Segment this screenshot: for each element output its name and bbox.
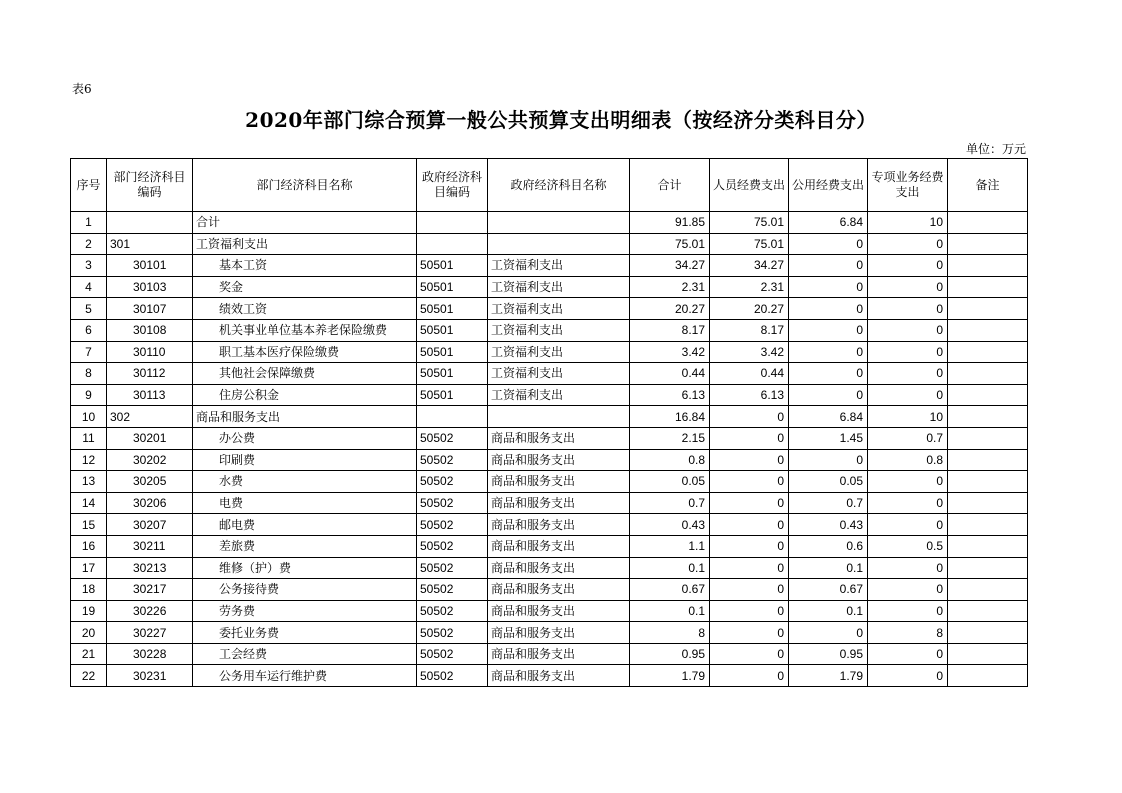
cell-remark xyxy=(948,514,1028,536)
table-row xyxy=(71,600,1028,622)
cell-special: 0.5 xyxy=(868,535,948,557)
cell-gov-name: 工资福利支出 xyxy=(488,341,630,363)
cell-seq: 22 xyxy=(71,665,107,687)
cell-seq: 2 xyxy=(71,233,107,255)
cell-remark xyxy=(948,363,1028,385)
cell-special: 0 xyxy=(868,471,948,493)
cell-gov-code xyxy=(417,233,488,255)
cell-gov-code: 50502 xyxy=(417,514,488,536)
cell-gov-code: 50501 xyxy=(417,319,488,341)
cell-total: 6.13 xyxy=(630,384,710,406)
table-header-row xyxy=(71,159,1028,212)
cell-gov-name xyxy=(488,212,630,234)
cell-gov-name: 工资福利支出 xyxy=(488,319,630,341)
cell-personnel: 0 xyxy=(710,471,789,493)
cell-public: 1.79 xyxy=(789,665,868,687)
cell-public: 0.7 xyxy=(789,492,868,514)
cell-special: 0 xyxy=(868,341,948,363)
cell-public: 1.45 xyxy=(789,427,868,449)
cell-seq: 18 xyxy=(71,579,107,601)
cell-special: 0.8 xyxy=(868,449,948,471)
cell-personnel: 0 xyxy=(710,600,789,622)
cell-dept-name: 其他社会保障缴费 xyxy=(193,363,417,385)
budget-table xyxy=(70,158,1028,687)
cell-total: 0.8 xyxy=(630,449,710,471)
table-row xyxy=(71,514,1028,536)
cell-dept-code: 301 xyxy=(107,233,193,255)
cell-dept-code: 30113 xyxy=(107,384,193,406)
cell-public: 0 xyxy=(789,622,868,644)
cell-total: 0.67 xyxy=(630,579,710,601)
cell-public: 0 xyxy=(789,298,868,320)
cell-total: 2.31 xyxy=(630,276,710,298)
cell-seq: 4 xyxy=(71,276,107,298)
cell-gov-code: 50502 xyxy=(417,449,488,471)
cell-total: 2.15 xyxy=(630,427,710,449)
cell-special: 0 xyxy=(868,276,948,298)
cell-dept-name: 机关事业单位基本养老保险缴费 xyxy=(193,319,417,341)
cell-remark xyxy=(948,557,1028,579)
cell-dept-name: 电费 xyxy=(193,492,417,514)
cell-remark xyxy=(948,535,1028,557)
cell-seq: 15 xyxy=(71,514,107,536)
header-dept-name: 部门经济科目名称 xyxy=(193,159,417,212)
cell-dept-code: 30211 xyxy=(107,535,193,557)
cell-seq: 17 xyxy=(71,557,107,579)
cell-gov-name: 商品和服务支出 xyxy=(488,514,630,536)
cell-seq: 21 xyxy=(71,643,107,665)
cell-remark xyxy=(948,276,1028,298)
cell-gov-code: 50502 xyxy=(417,643,488,665)
cell-gov-code: 50501 xyxy=(417,363,488,385)
cell-gov-code: 50501 xyxy=(417,255,488,277)
table-row xyxy=(71,276,1028,298)
cell-total: 8.17 xyxy=(630,319,710,341)
cell-gov-code: 50502 xyxy=(417,600,488,622)
cell-public: 6.84 xyxy=(789,212,868,234)
cell-public: 0 xyxy=(789,255,868,277)
cell-dept-code: 30201 xyxy=(107,427,193,449)
cell-gov-name: 商品和服务支出 xyxy=(488,471,630,493)
sheet-label: 表6 xyxy=(72,82,92,96)
cell-dept-code: 30107 xyxy=(107,298,193,320)
cell-gov-name: 商品和服务支出 xyxy=(488,579,630,601)
header-total: 合计 xyxy=(630,159,710,212)
cell-total: 3.42 xyxy=(630,341,710,363)
cell-total: 34.27 xyxy=(630,255,710,277)
cell-personnel: 0.44 xyxy=(710,363,789,385)
header-gov-name: 政府经济科目名称 xyxy=(488,159,630,212)
cell-gov-name: 工资福利支出 xyxy=(488,298,630,320)
cell-dept-code: 302 xyxy=(107,406,193,428)
header-gov-code: 政府经济科目编码 xyxy=(417,159,488,212)
cell-dept-name: 住房公积金 xyxy=(193,384,417,406)
cell-dept-name: 公务接待费 xyxy=(193,579,417,601)
cell-public: 0.1 xyxy=(789,600,868,622)
cell-gov-name: 商品和服务支出 xyxy=(488,557,630,579)
cell-total: 0.44 xyxy=(630,363,710,385)
cell-remark xyxy=(948,233,1028,255)
cell-public: 0 xyxy=(789,276,868,298)
cell-special: 8 xyxy=(868,622,948,644)
cell-dept-name: 工资福利支出 xyxy=(193,233,417,255)
cell-special: 0 xyxy=(868,514,948,536)
cell-public: 0.1 xyxy=(789,557,868,579)
cell-special: 0 xyxy=(868,363,948,385)
cell-personnel: 75.01 xyxy=(710,233,789,255)
cell-remark xyxy=(948,579,1028,601)
cell-personnel: 20.27 xyxy=(710,298,789,320)
cell-dept-code: 30206 xyxy=(107,492,193,514)
cell-gov-code: 50502 xyxy=(417,665,488,687)
table-body xyxy=(71,212,1028,687)
cell-dept-code xyxy=(107,212,193,234)
cell-gov-name: 商品和服务支出 xyxy=(488,449,630,471)
cell-seq: 13 xyxy=(71,471,107,493)
cell-seq: 12 xyxy=(71,449,107,471)
cell-gov-name: 工资福利支出 xyxy=(488,276,630,298)
cell-personnel: 0 xyxy=(710,492,789,514)
unit-label: 单位：万元 xyxy=(965,142,1026,156)
cell-gov-code: 50501 xyxy=(417,341,488,363)
cell-gov-code: 50502 xyxy=(417,427,488,449)
cell-gov-code: 50502 xyxy=(417,471,488,493)
table-row xyxy=(71,406,1028,428)
cell-remark xyxy=(948,319,1028,341)
cell-public: 0.67 xyxy=(789,579,868,601)
header-public: 公用经费支出 xyxy=(789,159,868,212)
header-special: 专项业务经费支出 xyxy=(868,159,948,212)
table-row xyxy=(71,363,1028,385)
cell-special: 0 xyxy=(868,492,948,514)
header-remark: 备注 xyxy=(948,159,1028,212)
cell-dept-code: 30227 xyxy=(107,622,193,644)
cell-public: 0.95 xyxy=(789,643,868,665)
cell-dept-name: 职工基本医疗保险缴费 xyxy=(193,341,417,363)
cell-special: 10 xyxy=(868,212,948,234)
cell-gov-name: 商品和服务支出 xyxy=(488,427,630,449)
cell-remark xyxy=(948,406,1028,428)
cell-total: 0.7 xyxy=(630,492,710,514)
cell-public: 0 xyxy=(789,319,868,341)
cell-public: 6.84 xyxy=(789,406,868,428)
cell-dept-code: 30103 xyxy=(107,276,193,298)
table-row xyxy=(71,212,1028,234)
cell-total: 0.1 xyxy=(630,557,710,579)
cell-personnel: 0 xyxy=(710,665,789,687)
cell-gov-code: 50501 xyxy=(417,384,488,406)
cell-personnel: 0 xyxy=(710,427,789,449)
cell-personnel: 34.27 xyxy=(710,255,789,277)
cell-dept-name: 奖金 xyxy=(193,276,417,298)
table-row xyxy=(71,471,1028,493)
cell-seq: 16 xyxy=(71,535,107,557)
cell-public: 0.43 xyxy=(789,514,868,536)
cell-gov-code: 50502 xyxy=(417,492,488,514)
cell-dept-name: 公务用车运行维护费 xyxy=(193,665,417,687)
cell-dept-name: 维修（护）费 xyxy=(193,557,417,579)
cell-seq: 5 xyxy=(71,298,107,320)
cell-dept-code: 30202 xyxy=(107,449,193,471)
cell-special: 0 xyxy=(868,665,948,687)
table-row xyxy=(71,427,1028,449)
cell-total: 0.1 xyxy=(630,600,710,622)
cell-total: 16.84 xyxy=(630,406,710,428)
cell-gov-name: 商品和服务支出 xyxy=(488,535,630,557)
cell-personnel: 2.31 xyxy=(710,276,789,298)
cell-remark xyxy=(948,298,1028,320)
cell-personnel: 75.01 xyxy=(710,212,789,234)
cell-dept-code: 30226 xyxy=(107,600,193,622)
cell-gov-name: 商品和服务支出 xyxy=(488,492,630,514)
cell-special: 0 xyxy=(868,255,948,277)
cell-personnel: 6.13 xyxy=(710,384,789,406)
cell-dept-code: 30207 xyxy=(107,514,193,536)
cell-dept-name: 办公费 xyxy=(193,427,417,449)
cell-total: 1.79 xyxy=(630,665,710,687)
cell-personnel: 0 xyxy=(710,579,789,601)
cell-gov-code xyxy=(417,406,488,428)
header-personnel: 人员经费支出 xyxy=(710,159,789,212)
cell-remark xyxy=(948,643,1028,665)
cell-special: 0 xyxy=(868,319,948,341)
cell-personnel: 3.42 xyxy=(710,341,789,363)
cell-gov-name: 工资福利支出 xyxy=(488,363,630,385)
cell-dept-name: 差旅费 xyxy=(193,535,417,557)
cell-dept-name: 绩效工资 xyxy=(193,298,417,320)
cell-special: 10 xyxy=(868,406,948,428)
cell-remark xyxy=(948,449,1028,471)
cell-personnel: 0 xyxy=(710,535,789,557)
cell-dept-code: 30101 xyxy=(107,255,193,277)
cell-seq: 14 xyxy=(71,492,107,514)
cell-special: 0 xyxy=(868,557,948,579)
cell-gov-name: 商品和服务支出 xyxy=(488,600,630,622)
cell-special: 0 xyxy=(868,298,948,320)
cell-gov-name: 工资福利支出 xyxy=(488,384,630,406)
cell-remark xyxy=(948,384,1028,406)
cell-dept-code: 30112 xyxy=(107,363,193,385)
cell-personnel: 0 xyxy=(710,643,789,665)
cell-dept-name: 劳务费 xyxy=(193,600,417,622)
cell-public: 0 xyxy=(789,363,868,385)
cell-personnel: 0 xyxy=(710,449,789,471)
cell-public: 0.05 xyxy=(789,471,868,493)
cell-special: 0 xyxy=(868,579,948,601)
cell-gov-name xyxy=(488,233,630,255)
table-row xyxy=(71,255,1028,277)
cell-total: 1.1 xyxy=(630,535,710,557)
page-title: 2020年部门综合预算一般公共预算支出明细表（按经济分类科目分） xyxy=(245,108,877,132)
cell-gov-code: 50502 xyxy=(417,557,488,579)
cell-seq: 19 xyxy=(71,600,107,622)
cell-personnel: 0 xyxy=(710,514,789,536)
cell-public: 0.6 xyxy=(789,535,868,557)
cell-gov-name: 商品和服务支出 xyxy=(488,665,630,687)
cell-remark xyxy=(948,427,1028,449)
cell-gov-name: 商品和服务支出 xyxy=(488,643,630,665)
cell-total: 0.95 xyxy=(630,643,710,665)
cell-special: 0 xyxy=(868,233,948,255)
cell-seq: 7 xyxy=(71,341,107,363)
cell-personnel: 8.17 xyxy=(710,319,789,341)
cell-gov-code: 50502 xyxy=(417,622,488,644)
cell-gov-code xyxy=(417,212,488,234)
cell-personnel: 0 xyxy=(710,622,789,644)
cell-remark xyxy=(948,341,1028,363)
cell-public: 0 xyxy=(789,449,868,471)
cell-gov-code: 50501 xyxy=(417,276,488,298)
cell-total: 91.85 xyxy=(630,212,710,234)
cell-remark xyxy=(948,622,1028,644)
table-row xyxy=(71,557,1028,579)
cell-special: 0.7 xyxy=(868,427,948,449)
cell-dept-name: 工会经费 xyxy=(193,643,417,665)
cell-remark xyxy=(948,492,1028,514)
table-row xyxy=(71,665,1028,687)
cell-remark xyxy=(948,212,1028,234)
cell-special: 0 xyxy=(868,643,948,665)
header-dept-code: 部门经济科目编码 xyxy=(107,159,193,212)
cell-seq: 6 xyxy=(71,319,107,341)
cell-dept-code: 30217 xyxy=(107,579,193,601)
cell-dept-code: 30231 xyxy=(107,665,193,687)
cell-dept-code: 30205 xyxy=(107,471,193,493)
cell-dept-name: 印刷费 xyxy=(193,449,417,471)
cell-total: 8 xyxy=(630,622,710,644)
table-row xyxy=(71,643,1028,665)
cell-gov-name: 商品和服务支出 xyxy=(488,622,630,644)
table-row xyxy=(71,622,1028,644)
cell-gov-code: 50502 xyxy=(417,579,488,601)
cell-dept-name: 水费 xyxy=(193,471,417,493)
cell-gov-code: 50502 xyxy=(417,535,488,557)
cell-dept-name: 基本工资 xyxy=(193,255,417,277)
cell-dept-code: 30110 xyxy=(107,341,193,363)
cell-public: 0 xyxy=(789,233,868,255)
cell-special: 0 xyxy=(868,384,948,406)
cell-total: 0.05 xyxy=(630,471,710,493)
cell-gov-code: 50501 xyxy=(417,298,488,320)
cell-dept-code: 30108 xyxy=(107,319,193,341)
cell-dept-code: 30228 xyxy=(107,643,193,665)
cell-public: 0 xyxy=(789,341,868,363)
table-row xyxy=(71,233,1028,255)
cell-seq: 1 xyxy=(71,212,107,234)
cell-dept-code: 30213 xyxy=(107,557,193,579)
cell-remark xyxy=(948,255,1028,277)
cell-remark xyxy=(948,600,1028,622)
table-row xyxy=(71,449,1028,471)
cell-total: 75.01 xyxy=(630,233,710,255)
table-row xyxy=(71,319,1028,341)
table-row xyxy=(71,298,1028,320)
cell-seq: 8 xyxy=(71,363,107,385)
cell-total: 20.27 xyxy=(630,298,710,320)
cell-remark xyxy=(948,665,1028,687)
cell-dept-name: 邮电费 xyxy=(193,514,417,536)
cell-public: 0 xyxy=(789,384,868,406)
cell-seq: 10 xyxy=(71,406,107,428)
cell-seq: 11 xyxy=(71,427,107,449)
cell-dept-name: 合计 xyxy=(193,212,417,234)
cell-seq: 9 xyxy=(71,384,107,406)
table-row xyxy=(71,492,1028,514)
cell-remark xyxy=(948,471,1028,493)
cell-seq: 20 xyxy=(71,622,107,644)
table-row xyxy=(71,384,1028,406)
cell-gov-name xyxy=(488,406,630,428)
cell-dept-name: 委托业务费 xyxy=(193,622,417,644)
table-row xyxy=(71,535,1028,557)
cell-personnel: 0 xyxy=(710,557,789,579)
cell-special: 0 xyxy=(868,600,948,622)
header-seq: 序号 xyxy=(71,159,107,212)
table-row xyxy=(71,579,1028,601)
cell-personnel: 0 xyxy=(710,406,789,428)
cell-total: 0.43 xyxy=(630,514,710,536)
cell-gov-name: 工资福利支出 xyxy=(488,255,630,277)
cell-dept-name: 商品和服务支出 xyxy=(193,406,417,428)
table-row xyxy=(71,341,1028,363)
cell-seq: 3 xyxy=(71,255,107,277)
